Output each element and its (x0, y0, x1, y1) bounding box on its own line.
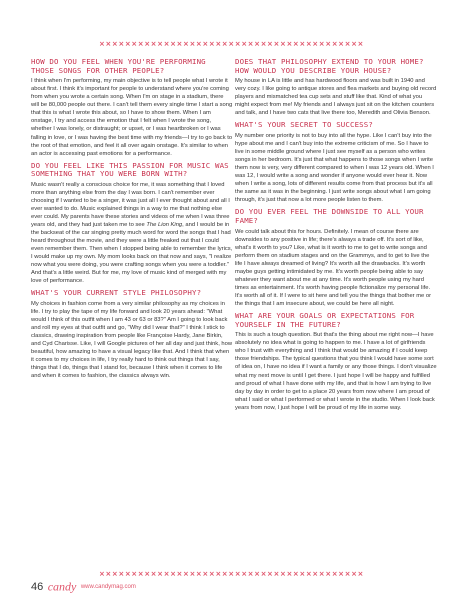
website-url: www.candymag.com (80, 583, 136, 590)
answer-paragraph: My number one priority is not to buy into all the hype. Like I can't buy into the hype about me and I can't buy into the extreme criticism of me. So I have to live in some middle ground where I just see myself as a person who writes songs in her bedroom. It's just that what happens to those songs when I write them now is very, very different compared to when I was 12 years old. When I was 12, I would write a song and wonder if anyone would ever hear it. Now when I write a song, lots of different results come from that process but it's all the same as it was in the beginning. I just write songs about what I am going through, it's just that now a lot more people listen to them. (235, 133, 434, 204)
question-heading: HOW DO YOU FEEL WHEN YOU'RE PERFORMING THOSE SONGS FOR OTHER PEOPLE? (31, 57, 206, 75)
answer-text: Music wasn't really a conscious choice for me, it was something that I loved more than anything else from the day I was born. I can't remember ever choosing if I wanted to be a singer, it was just all I ever thought about and all I ever wanted to do. Music explained things in a way to me that nothing else ever could. My parents have these stories and videos of me when I was three years old, and they had just taken me to see (31, 181, 230, 229)
page-footer (31, 578, 136, 596)
answer-paragraph: My house in LA is little and has hardwood floors and was built in 1940 and very cozy. I like going to antique stores and flea markets and buying old record players and mismatched tea cup sets and stuff like that. Kind of what you might expect from me! My friends and I always just sit on the kitchen counters and talk, and I have two cats that live there too, Meredith and Olivia Benson. (235, 78, 437, 117)
question-heading: WHAT'S YOUR CURRENT STYLE PHILOSOPHY? (31, 288, 202, 298)
question-heading: WHAT'S YOUR SECRET TO SUCCESS? (235, 120, 373, 130)
question-heading: WHAT ARE YOUR GOALS OR EXPECTATIONS FOR YOURSELF IN THE FUTURE? (235, 311, 415, 329)
decorative-x-row-bottom: ××××××××××××××××××××××××××××××××××××××××× (98, 570, 365, 578)
answer-text: , and I would be in the backseat of the car singing pretty much word for word the songs that I had heard throughout the movie, and they were a little freaked out that I could even remember them. Then when I stopped being able to remember the lyrics, I would make up my own. My mom looks back on that now and says, "I realize now what you were doing, you were crafting songs when you were a toddler." And that's a little weird. But for me, my love of music kind of merged with my love of performance. (31, 222, 233, 285)
answer-paragraph: This is such a tough question. But that's the thing about me right now—I have absolutely no idea what is going to happen to me. I have a lot of girlfriends who I trust with everything and I think that would be amazing if I could keep those friendships. The typical questions that you think I would have some sort of idea on, I have no idea if I want a family or any those things. I don't visualize what my next move is until I get there. I just hope I will be happy and fulfilled and proud of what I have done with my life, and that is how I am trying to live day by day in order to get to a place 20 years from now where I am proud of what I said or what I performed or what I wrote in the studio. When I look back years from now, I just hope I will be proud of my life in some way. (235, 332, 437, 411)
left-column (31, 58, 233, 385)
decorative-x-row-top: ××××××××××××××××××××××××××××××××××××××××× (98, 40, 365, 48)
answer-paragraph: We could talk about this for hours. Definitely. I mean of course there are downsides to any positive in life; there's always a trade off. It's sort of like, what's it worth to you? Like, what is it worth to me to get to write songs and perform them on stadium stages and on the Grammys, and to get to live the life I have always dreamed of living? It's worth all the drawbacks. It's worth maybe guys getting intimidated by me. It's worth people being able to say whatever they want about me at any time. It's worth people using my hard times as entertainment. It's worth having people fictionalize my personal life. It's worth all of it. If I were to sit here and tell you the things that bother me or the things that I am insecure about, we could be here all night. (235, 228, 432, 308)
question-heading: DOES THAT PHILOSOPHY EXTEND TO YOUR HOME? HOW WOULD YOU DESCRIBE YOUR HOUSE? (235, 57, 424, 75)
question-heading: DO YOU EVER FEEL THE DOWNSIDE TO ALL YOUR FAME? (235, 207, 424, 226)
brand-logo: candy (47, 579, 77, 594)
movie-title: The Lion King (146, 222, 183, 229)
page-number: 46 (31, 580, 44, 593)
right-column (235, 58, 437, 416)
answer-paragraph (31, 181, 233, 286)
answer-paragraph: I think when I'm performing, my main objective is to tell people what I wrote it about first. I think it's important for people to understand where you're coming from when you wrote a certain song. When I'm on stage in a stadium, there will be 80,000 people out there. I can't tell them every single time I start a song that this is what I wrote this about, so I have to show them. When I am onstage, I try and access the emotion that I felt when I wrote the song, whether I was lonely, or distraught; or upset, or I was heartbroken or I was falling in love, or I was having the best time with my friends—I try to go back to the root of that emotion, and feel it all over again onstage. It's similar to when an actor is accessing past emotions for a performance. (31, 78, 233, 157)
question-heading: DO YOU FEEL LIKE THIS PASSION FOR MUSIC WAS SOMETHING THAT YOU WERE BORN WITH? (31, 160, 229, 179)
answer-paragraph: My choices in fashion come from a very similar philosophy as my choices in life. I try to play the tape of my life forward and look 20 years ahead: "What would I think of this outfit when I am 43 or 63 or 83?" Am I going to look back and roll my eyes at that outfit and go, "Why did I wear that?" I think I stick to classics, drawing inspiration from people like Françoise Hardy, Jane Birkin, and Cyd Charisse. Like, I will Google pictures of her all day and just think, how beautiful, how amazing to have a visual legacy like that. And I think that when it comes to my choices in life, I try really hard to think out things that I say, things that I do, things that I stand for, because I think when it comes to life and when it comes to fashion, the classics always win. (31, 301, 233, 380)
